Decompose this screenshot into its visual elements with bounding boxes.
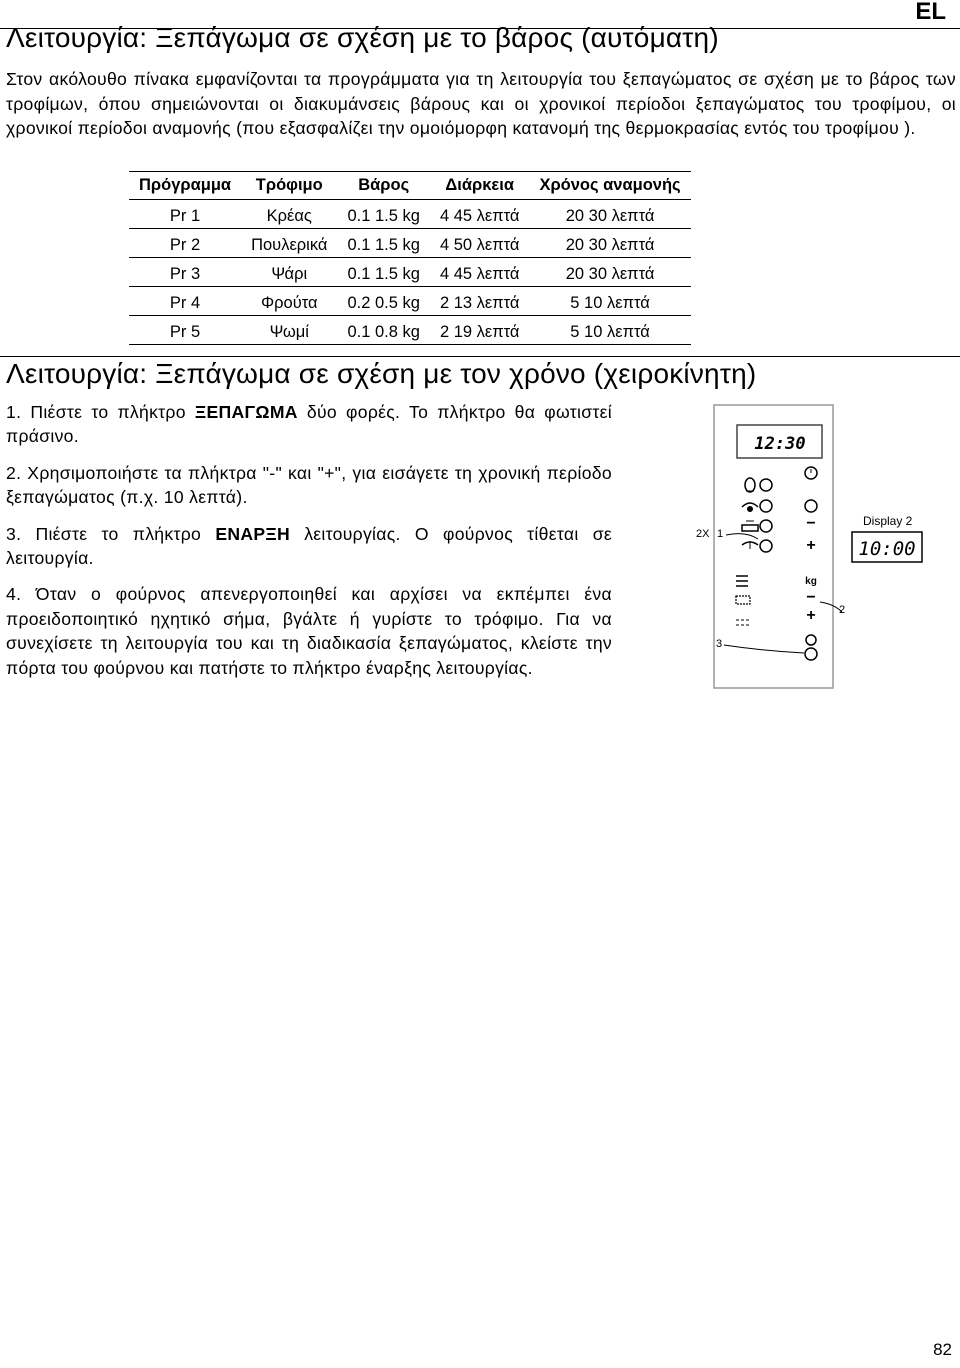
header-weight: Βάρος: [337, 172, 429, 200]
power-button[interactable]: [805, 500, 817, 512]
cell-program: Pr 5: [129, 316, 241, 345]
cell-weight: 0.1 0.8 kg: [337, 316, 429, 345]
callout-2: 2: [839, 604, 846, 616]
steam-icon: [736, 620, 750, 625]
lower-minus-button[interactable]: −: [806, 589, 816, 606]
cell-food: Κρέας: [241, 200, 337, 229]
defrost-bread-icon: [736, 576, 748, 586]
cell-duration: 4 50 λεπτά: [430, 229, 530, 258]
table-row: [129, 258, 691, 287]
cell-weight: 0.1 1.5 kg: [337, 200, 429, 229]
minus-button[interactable]: −: [806, 515, 816, 532]
start-button[interactable]: [805, 648, 817, 660]
cell-standing-time: 20 30 λεπτά: [529, 229, 690, 258]
table-row: [129, 200, 691, 229]
time-defrost-icon: [742, 521, 758, 531]
intro-paragraph: Στον ακόλουθο πίνακα εμφανίζονται τα προγράμματα για τη λειτουργία του ξεπαγώματος σε σχέση με το βάρος των τροφίμων, όπου σημειώνονται οι διακυμάνσεις βάρους και οι χρονικοί περίοδοι ξεπαγώματος του τροφίμου, οι χρονικοί περίοδοι αναμονής (που εξασφαλίζει την ομοιόμορφη κατανομή της θερμοκρασίας εντός του τροφίμου ).: [6, 69, 956, 138]
callout-1: 1: [717, 528, 724, 540]
step-text: Πιέστε το πλήκτρο: [30, 402, 195, 422]
step-key-start: ΕΝΑΡΞΗ: [215, 523, 291, 544]
cell-food: Ψωμί: [241, 316, 337, 345]
table-row: [129, 287, 691, 316]
cell-standing-time: 20 30 λεπτά: [529, 258, 690, 287]
cell-program: Pr 4: [129, 287, 241, 316]
step-number: 3.: [6, 523, 22, 544]
display-2-readout: 10:00: [858, 538, 916, 560]
section-title-manual-defrost: Λειτουργία: Ξεπάγωμα σε σχέση με τον χρόνο (χειροκίνητη): [6, 358, 757, 389]
header-program: Πρόγραμμα: [129, 172, 241, 200]
hand-pointer-3: [724, 645, 804, 653]
step-3: [6, 522, 612, 571]
cell-duration: 4 45 λεπτά: [430, 200, 530, 229]
grill-button[interactable]: [760, 540, 772, 552]
table-row: [129, 229, 691, 258]
combi-icon: [736, 596, 750, 604]
cell-food: Πουλερικά: [241, 229, 337, 258]
header-food: Τρόφιμο: [241, 172, 337, 200]
table-row: [129, 316, 691, 345]
step-number: 1.: [6, 402, 22, 422]
time-defrost-button[interactable]: [760, 520, 772, 532]
control-panel-diagram: [680, 395, 940, 695]
auto-cook-button[interactable]: [760, 479, 772, 491]
timer-icon: [805, 467, 817, 479]
cell-duration: 2 13 λεπτά: [430, 287, 530, 316]
language-code: EL: [915, 0, 946, 25]
step-text-end: λειτουργίας. Ο φούρνος τίθεται σε λειτουργία.: [6, 523, 612, 569]
step-key-defrost: ΞΕΠΑΓΩΜΑ: [194, 402, 298, 422]
callout-3: 3: [716, 638, 723, 650]
cell-program: Pr 2: [129, 229, 241, 258]
header-standing-time: Χρόνος αναμονής: [529, 172, 690, 200]
page-number: 82: [933, 1340, 952, 1359]
section-title-auto-defrost: Λειτουργία: Ξεπάγωμα σε σχέση με το βάρος (αυτόματη): [6, 22, 719, 53]
cell-weight: 0.2 0.5 kg: [337, 287, 429, 316]
cell-duration: 4 45 λεπτά: [430, 258, 530, 287]
step-text: Όταν ο φούρνος απενεργοποιηθεί και αρχίσει να εκπέμπει ένα προειδοποιητικό ηχητικό σήμα, βγάλτε ή γυρίστε το τρόφιμο. Για να συνεχίσετε τη λειτουργία του και τη διαδικασία ξεπαγώματος, κλείστε την πόρτα του φούρνου και πατήστε το πλήκτρο έναρξης λειτουργίας.: [6, 584, 612, 678]
step-1: [6, 400, 612, 449]
step-4: [6, 582, 612, 680]
step-text-end: δύο φορές. Το πλήκτρο θα φωτιστεί πράσινο.: [6, 402, 612, 447]
step-text: Πιέστε το πλήκτρο: [35, 523, 216, 544]
hand-pointer-1: [726, 534, 758, 539]
cell-program: Pr 3: [129, 258, 241, 287]
cell-program: Pr 1: [129, 200, 241, 229]
display-2-label: Display 2: [863, 514, 913, 528]
stop-icon: [806, 635, 816, 645]
weight-defrost-button[interactable]: [760, 500, 772, 512]
step-text: Χρησιμοποιήστε τα πλήκτρα "-" και "+", για εισάγετε τη χρονική περίοδο ξεπαγώματος (π.χ. 10 λεπτά).: [6, 462, 612, 508]
weight-defrost-icon: [742, 503, 758, 512]
cell-standing-time: 20 30 λεπτά: [529, 200, 690, 229]
callout-2x: 2X: [696, 528, 710, 540]
kg-label: kg: [805, 576, 817, 587]
cell-food: Ψάρι: [241, 258, 337, 287]
cell-standing-time: 5 10 λεπτά: [529, 287, 690, 316]
instruction-steps: [6, 400, 612, 692]
auto-cook-icon: [745, 478, 755, 492]
cell-weight: 0.1 1.5 kg: [337, 258, 429, 287]
step-number: 2.: [6, 462, 22, 483]
cell-weight: 0.1 1.5 kg: [337, 229, 429, 258]
grill-icon: [742, 541, 758, 549]
defrost-program-table: [129, 171, 691, 345]
cell-food: Φρούτα: [241, 287, 337, 316]
step-number: 4.: [6, 584, 22, 605]
clock-readout: 12:30: [754, 434, 806, 454]
cell-duration: 2 19 λεπτά: [430, 316, 530, 345]
section-rule: [0, 356, 960, 357]
cell-standing-time: 5 10 λεπτά: [529, 316, 690, 345]
table-header-row: [129, 172, 691, 200]
header-duration: Διάρκεια: [430, 172, 530, 200]
plus-button[interactable]: +: [806, 537, 816, 554]
step-2: [6, 461, 612, 510]
lower-plus-button[interactable]: +: [806, 607, 816, 624]
